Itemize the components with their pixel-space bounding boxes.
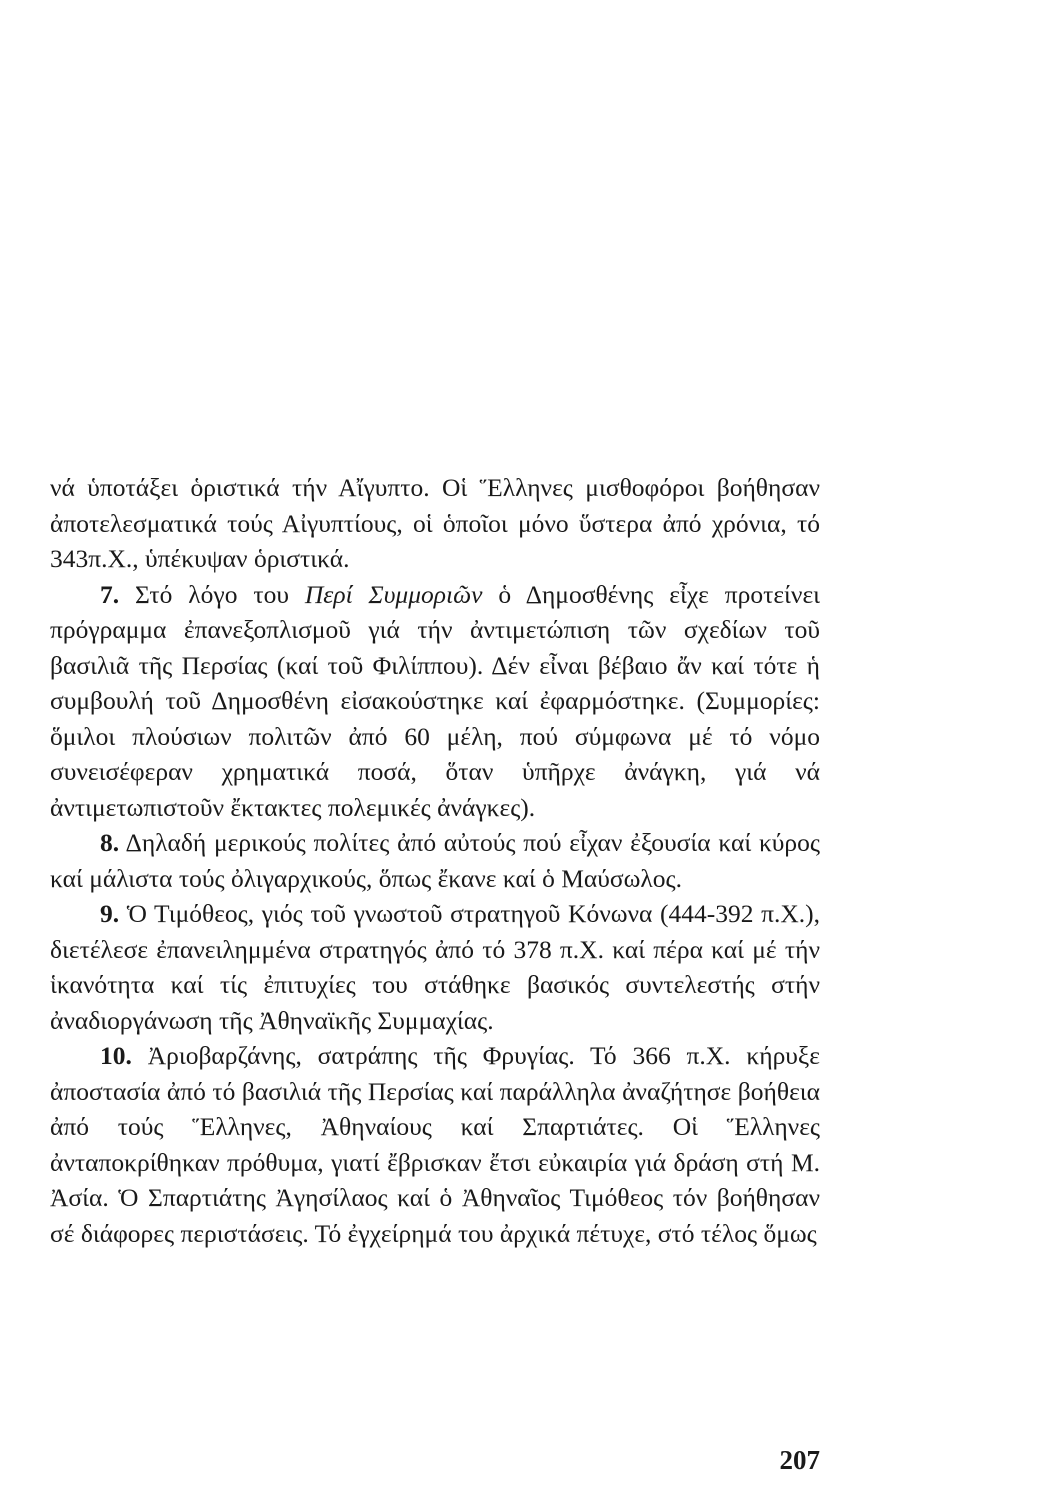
continuation-paragraph: νά ὑποτάξει ὁριστικά τήν Αἴγυπτο. Οἱ Ἕλληνες μισθοφόροι βοήθησαν ἀποτελεσματικά τούς Αἰγυπτίους, οἱ ὁποῖοι μόνο ὕστερα ἀπό χρόνια, τό 343π.Χ., ὑπέκυψαν ὁριστικά. <box>50 473 820 573</box>
note-7-work-title: Περί Συμμοριῶν <box>304 579 483 609</box>
page-number: 207 <box>779 1445 820 1475</box>
note-9 <box>50 896 820 1038</box>
note-10-number: 10. <box>100 1041 132 1070</box>
note-8 <box>50 825 820 896</box>
notes-text-block <box>50 470 820 1251</box>
note-7-text-after-title: ὁ Δημοσθένης εἶχε προτείνει πρόγραμμα ἐπανεξοπλισμοῦ γιά τήν ἀντιμετώπιση τῶν σχεδίων τοῦ βασιλιᾶ τῆς Περσίας (καί τοῦ Φιλίππου). Δέν εἶναι βέβαιο ἄν καί τότε ἡ συμβουλή τοῦ Δημοσθένη εἰσακούστηκε καί ἐφαρμόστηκε. (Συμμορίες: ὅμιλοι πλούσιων πολιτῶν ἀπό 60 μέλη, πού σύμφωνα μέ τό νόμο συνεισέφεραν χρηματικά ποσά, ὅταν ὑπῆρχε ἀνάγκη, γιά νά ἀντιμετωπιστοῦν ἔκτακτες πολεμικές ἀνάγκες). <box>50 579 821 822</box>
note-8-number: 8. <box>100 828 120 857</box>
note-9-text: Ὁ Τιμόθεος, γιός τοῦ γνωστοῦ στρατηγοῦ Κόνωνα (444-392 π.Χ.), διετέλεσε ἐπανειλημμένα στρατηγός ἀπό τό 378 π.Χ. καί πέρα καί μέ τήν ἱκανότητα καί τίς ἐπιτυχίες του στάθηκε βασικός συντελεστής στήν ἀναδιοργάνωση τῆς Ἀθηναϊκῆς Συμμαχίας. <box>50 899 821 1035</box>
note-7 <box>50 577 820 826</box>
note-10 <box>50 1038 820 1251</box>
note-10-text: Ἀριοβαρζάνης, σατράπης τῆς Φρυγίας. Τό 366 π.Χ. κήρυξε ἀποστασία ἀπό τό βασιλιά τῆς Περσίας καί παράλληλα ἀναζήτησε βοήθεια ἀπό τούς Ἕλληνες, Ἀθηναίους καί Σπαρτιάτες. Οἱ Ἕλληνες ἀνταποκρίθηκαν πρόθυμα, γιατί ἔβρισκαν ἔτσι εὐκαιρία γιά δράση στή Μ. Ἀσία. Ὁ Σπαρτιάτης Ἀγησίλαος καί ὁ Ἀθηναῖος Τιμόθεος τόν βοήθησαν σέ διάφορες περιστάσεις. Τό ἐγχείρημά του ἀρχικά πέτυχε, στό τέλος ὅμως <box>50 1041 820 1248</box>
note-8-text: Δηλαδή μερικούς πολίτες ἀπό αὐτούς πού εἶχαν ἐξουσία καί κύρος καί μάλιστα τούς ὀλιγαρχικούς, ὅπως ἔκανε καί ὁ Μαύσωλος. <box>50 828 820 893</box>
note-9-number: 9. <box>100 899 120 928</box>
note-7-number: 7. <box>100 579 120 609</box>
note-7-text-before-title: Στό λόγο του <box>135 579 289 609</box>
